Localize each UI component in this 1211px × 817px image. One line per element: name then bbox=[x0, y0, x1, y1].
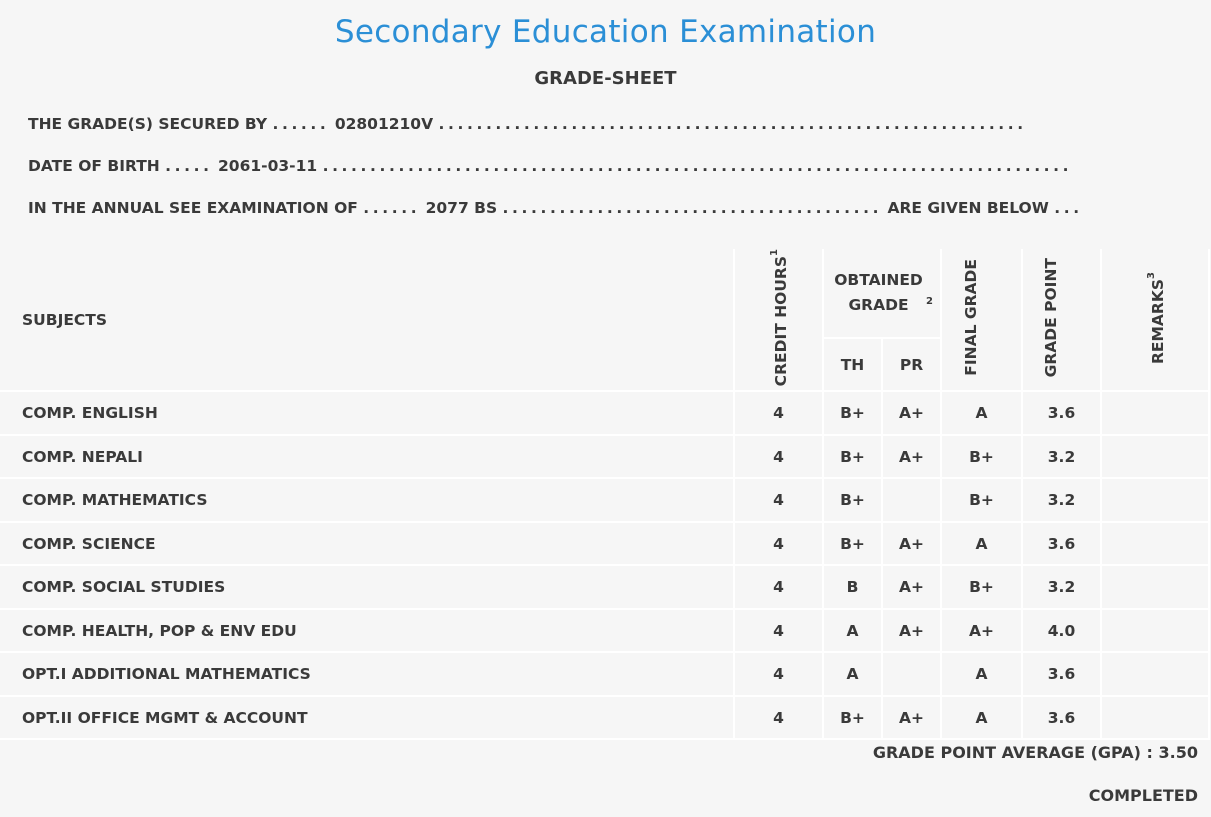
table-row bbox=[0, 522, 1209, 566]
dot-leader: ... bbox=[1054, 199, 1083, 217]
obtained-grade-header: OBTAINED GRADE $^2$ bbox=[823, 249, 941, 338]
final-grade-header: FINAL GRADE bbox=[941, 249, 1022, 391]
secured-by-line bbox=[28, 115, 1027, 133]
th-grade-cell: B+ bbox=[823, 391, 882, 435]
subject-cell: COMP. SOCIAL STUDIES bbox=[0, 565, 734, 609]
credit-cell: 4 bbox=[734, 522, 823, 566]
grade-point-header: GRADE POINT bbox=[1022, 249, 1101, 391]
th-grade-cell: A bbox=[823, 652, 882, 696]
credit-cell: 4 bbox=[734, 435, 823, 479]
date-of-birth-line bbox=[28, 157, 1072, 175]
subject-cell: COMP. ENGLISH bbox=[0, 391, 734, 435]
credit-cell: 4 bbox=[734, 609, 823, 653]
subject-cell: COMP. SCIENCE bbox=[0, 522, 734, 566]
pr-grade-cell: A+ bbox=[882, 522, 941, 566]
gpa-line bbox=[873, 743, 1198, 762]
subject-cell: COMP. NEPALI bbox=[0, 435, 734, 479]
secured-by-label: THE GRADE(S) SECURED BY bbox=[28, 115, 268, 133]
exam-year: 2077 BS bbox=[425, 199, 498, 217]
grade-point-cell: 3.6 bbox=[1022, 696, 1101, 740]
dot-leader: .............................................................. bbox=[438, 115, 1027, 133]
grade-point-cell: 4.0 bbox=[1022, 609, 1101, 653]
table-row bbox=[0, 652, 1209, 696]
remarks-cell bbox=[1101, 565, 1209, 609]
remarks-cell bbox=[1101, 652, 1209, 696]
table-row bbox=[0, 565, 1209, 609]
final-grade-cell: A bbox=[941, 522, 1022, 566]
exam-line bbox=[28, 199, 1083, 217]
symbol-number: 02801210V bbox=[334, 115, 434, 133]
grade-point-cell: 3.2 bbox=[1022, 565, 1101, 609]
final-grade-cell: B+ bbox=[941, 478, 1022, 522]
table-row bbox=[0, 696, 1209, 740]
table-row bbox=[0, 391, 1209, 435]
credit-cell: 4 bbox=[734, 696, 823, 740]
grade-sheet-heading: GRADE-SHEET bbox=[534, 68, 677, 89]
credit-hours-header: CREDIT HOURS$^1$ bbox=[734, 249, 823, 391]
grade-table bbox=[0, 249, 1210, 740]
dot-leader: ...... bbox=[363, 199, 421, 217]
pr-grade-cell bbox=[882, 478, 941, 522]
pr-grade-cell bbox=[882, 652, 941, 696]
th-grade-cell: B+ bbox=[823, 522, 882, 566]
table-row bbox=[0, 478, 1209, 522]
grade-point-cell: 3.6 bbox=[1022, 522, 1101, 566]
pr-grade-cell: A+ bbox=[882, 391, 941, 435]
th-grade-cell: B+ bbox=[823, 435, 882, 479]
remarks-cell bbox=[1101, 391, 1209, 435]
grade-point-cell: 3.6 bbox=[1022, 391, 1101, 435]
result-status: COMPLETED bbox=[1088, 786, 1198, 805]
grade-point-cell: 3.2 bbox=[1022, 435, 1101, 479]
remarks-cell bbox=[1101, 696, 1209, 740]
exam-suffix: ARE GIVEN BELOW bbox=[887, 199, 1049, 217]
grade-point-cell: 3.2 bbox=[1022, 478, 1101, 522]
table-row bbox=[0, 435, 1209, 479]
th-grade-cell: B+ bbox=[823, 696, 882, 740]
final-grade-cell: A bbox=[941, 652, 1022, 696]
subjects-header: SUBJECTS bbox=[0, 249, 734, 391]
page-title: Secondary Education Examination bbox=[334, 14, 877, 50]
remarks-cell bbox=[1101, 522, 1209, 566]
remarks-cell bbox=[1101, 435, 1209, 479]
remarks-header: REMARKS$^3$ bbox=[1101, 249, 1209, 391]
dob-value: 2061-03-11 bbox=[218, 157, 318, 175]
dob-label: DATE OF BIRTH bbox=[28, 157, 160, 175]
grade-point-cell: 3.6 bbox=[1022, 652, 1101, 696]
dot-leader: ..... bbox=[165, 157, 213, 175]
credit-cell: 4 bbox=[734, 652, 823, 696]
final-grade-cell: A bbox=[941, 391, 1022, 435]
pr-grade-cell: A+ bbox=[882, 696, 941, 740]
table-row bbox=[0, 609, 1209, 653]
pr-grade-cell: A+ bbox=[882, 435, 941, 479]
th-grade-cell: A bbox=[823, 609, 882, 653]
gpa-label: GRADE POINT AVERAGE (GPA) : bbox=[872, 743, 1153, 762]
subject-cell: OPT.I ADDITIONAL MATHEMATICS bbox=[0, 652, 734, 696]
th-grade-cell: B+ bbox=[823, 478, 882, 522]
dot-leader: ............................................................................... bbox=[322, 157, 1073, 175]
credit-cell: 4 bbox=[734, 478, 823, 522]
dot-leader: ........................................ bbox=[502, 199, 883, 217]
credit-cell: 4 bbox=[734, 565, 823, 609]
pr-grade-cell: A+ bbox=[882, 609, 941, 653]
th-header: TH bbox=[823, 338, 882, 391]
final-grade-cell: B+ bbox=[941, 435, 1022, 479]
pr-header: PR bbox=[882, 338, 941, 391]
final-grade-cell: A+ bbox=[941, 609, 1022, 653]
subject-cell: COMP. HEALTH, POP & ENV EDU bbox=[0, 609, 734, 653]
exam-label: IN THE ANNUAL SEE EXAMINATION OF bbox=[28, 199, 358, 217]
gpa-value: 3.50 bbox=[1158, 743, 1198, 762]
final-grade-cell: B+ bbox=[941, 565, 1022, 609]
credit-cell: 4 bbox=[734, 391, 823, 435]
subject-cell: OPT.II OFFICE MGMT & ACCOUNT bbox=[0, 696, 734, 740]
subject-cell: COMP. MATHEMATICS bbox=[0, 478, 734, 522]
remarks-cell bbox=[1101, 609, 1209, 653]
final-grade-cell: A bbox=[941, 696, 1022, 740]
remarks-cell bbox=[1101, 478, 1209, 522]
dot-leader: ...... bbox=[272, 115, 330, 133]
th-grade-cell: B bbox=[823, 565, 882, 609]
pr-grade-cell: A+ bbox=[882, 565, 941, 609]
